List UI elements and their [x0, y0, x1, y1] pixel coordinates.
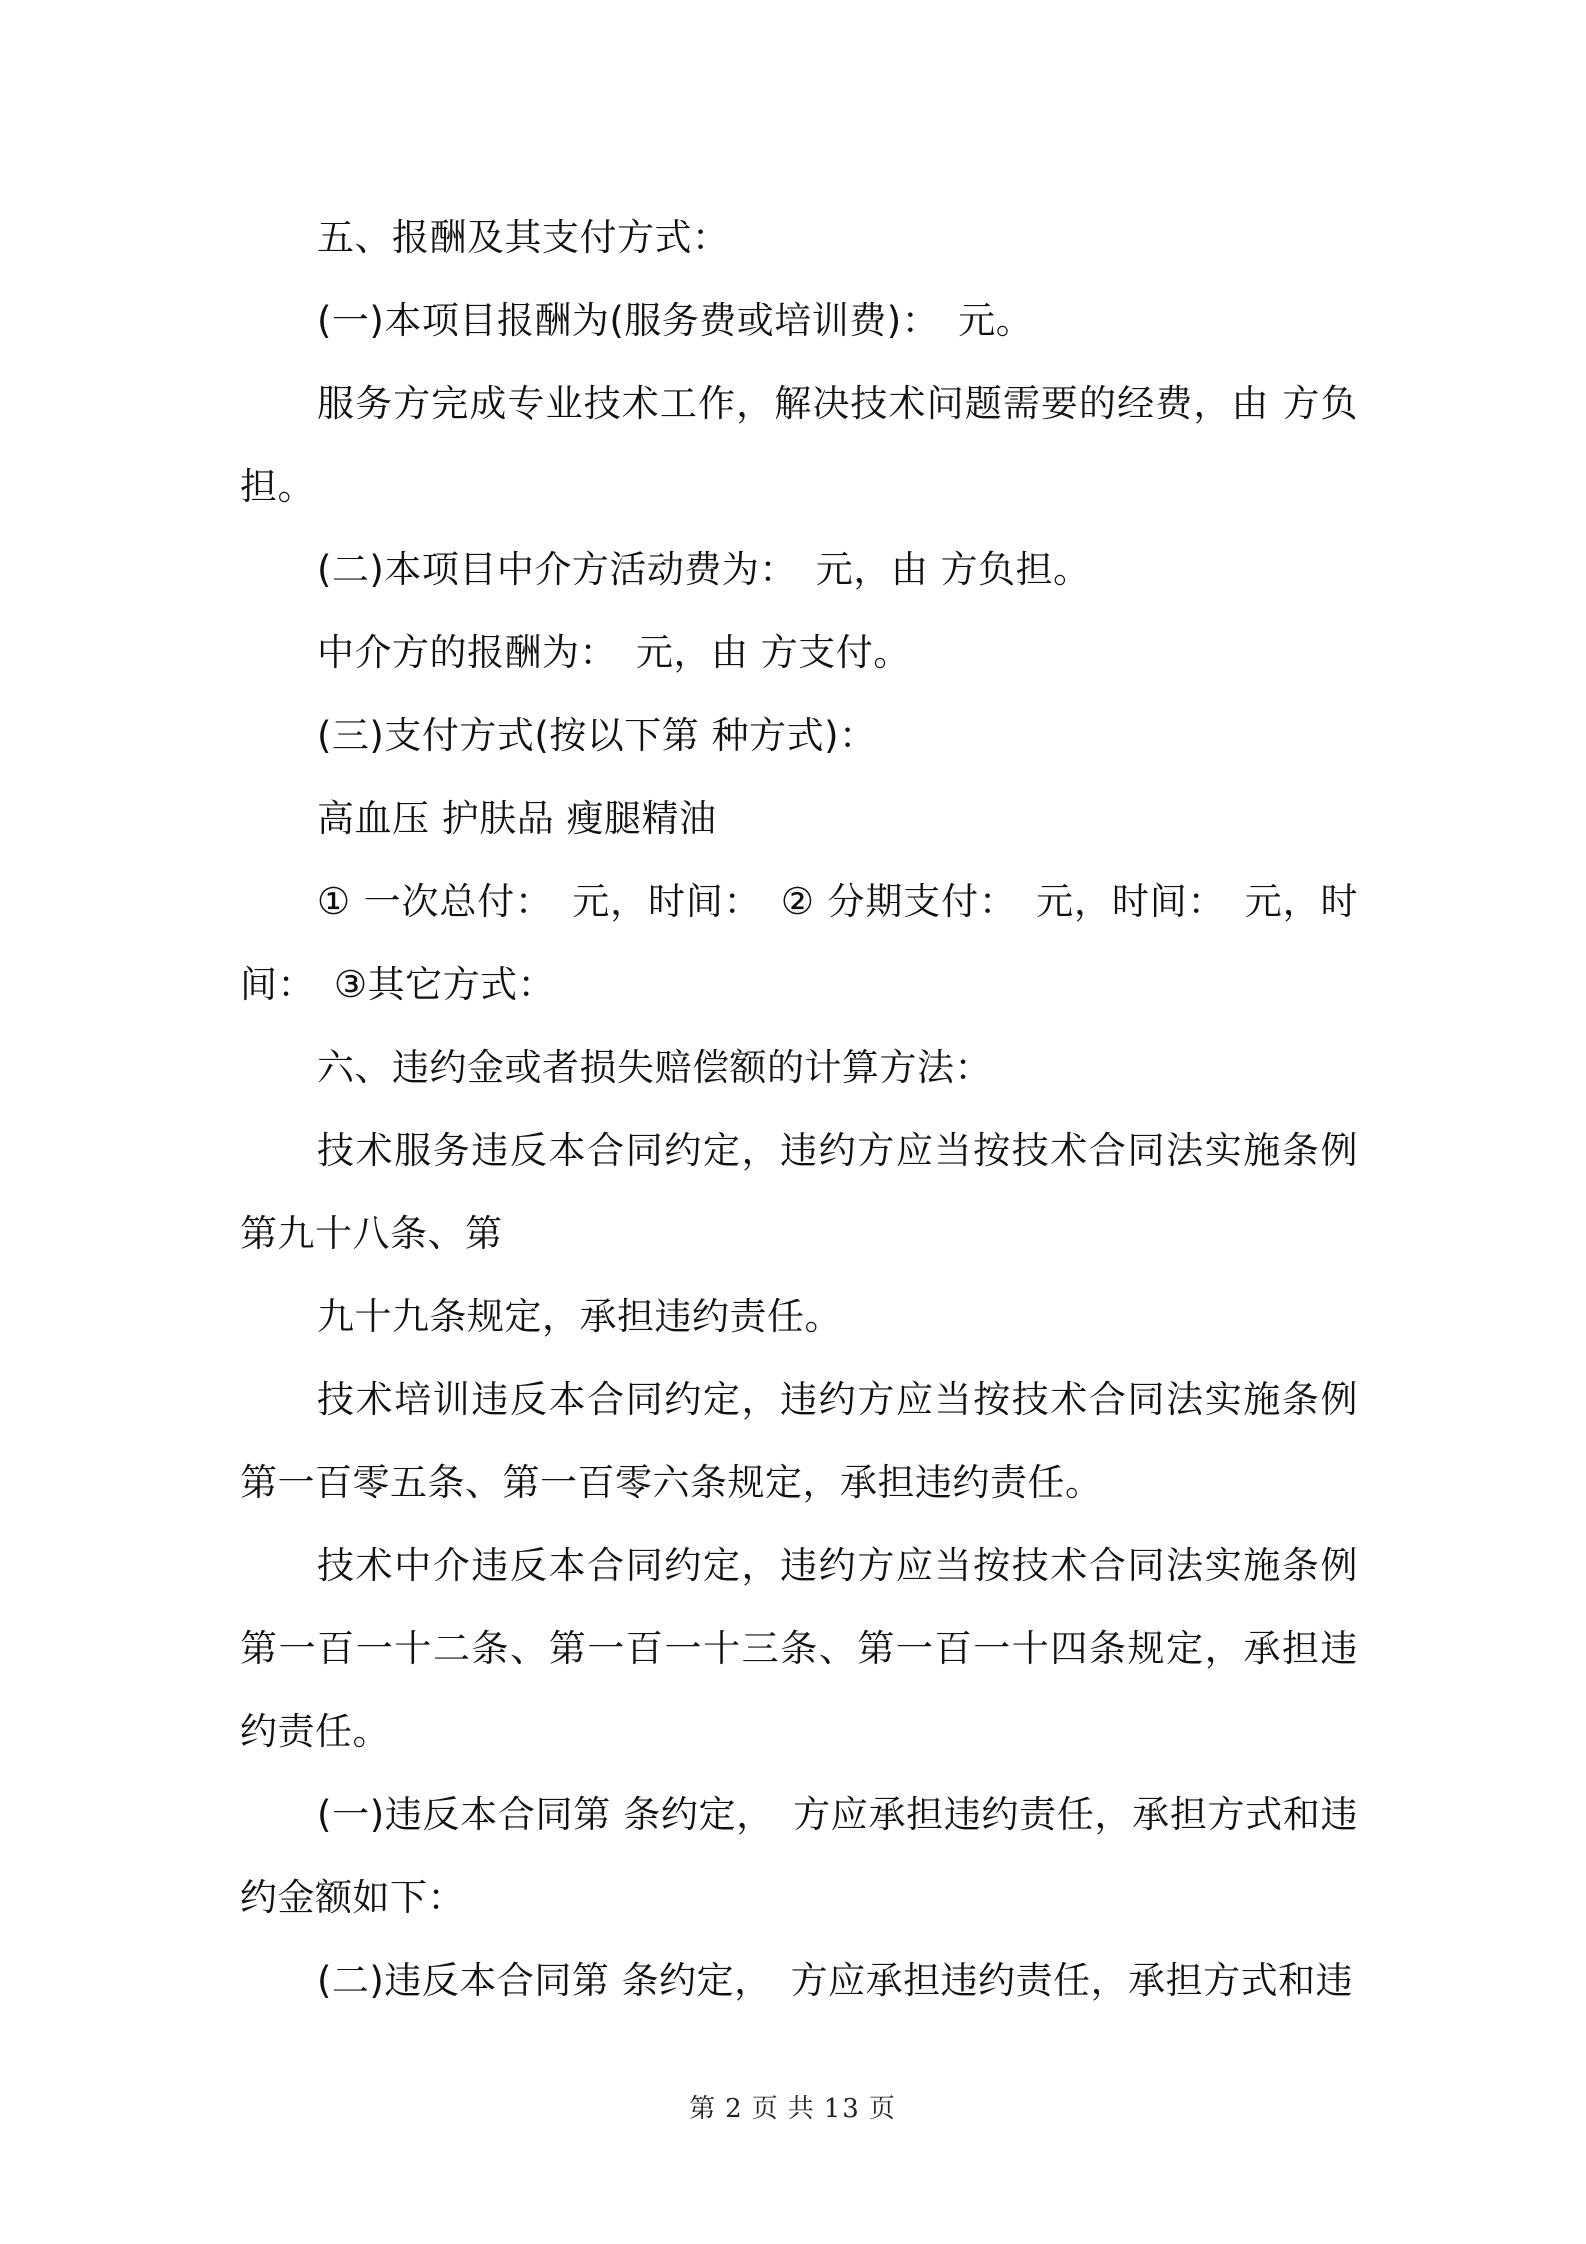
footer-page-number: 2	[725, 2094, 744, 2124]
footer-label-total-unit: 页	[868, 2094, 897, 2124]
document-body	[240, 196, 1358, 2022]
paragraph-keywords: 高血压 护肤品 瘦腿精油	[317, 797, 717, 840]
section-heading-penalty: 六、违约金或者损失赔偿额的计算方法：	[317, 1046, 992, 1089]
paragraph-agent-reward: 中介方的报酬为： 元，由 方支付。	[317, 631, 911, 674]
footer-label-page-unit: 页	[751, 2094, 780, 2124]
section-heading-payment: 五、报酬及其支付方式：	[317, 216, 730, 259]
footer-label-total: 共	[787, 2094, 816, 2124]
paragraph-agency-breach: 技术中介违反本合同约定，违约方应当按技术合同法实施条例第一百一十二条、第一百一十三条、第一百一十四条规定，承担违约责任。	[240, 1544, 1358, 1753]
paragraph-expense: 服务方完成专业技术工作，解决技术问题需要的经费，由 方负担。	[240, 382, 1358, 508]
paragraph-breach-two: (二)违反本合同第 条约定， 方应承担违约责任，承担方式和违	[317, 1959, 1354, 2002]
paragraph-payment-method: (三)支付方式(按以下第 种方式)：	[317, 714, 877, 757]
paragraph-service-breach: 技术服务违反本合同约定，违约方应当按技术合同法实施条例第九十八条、第	[240, 1129, 1358, 1255]
footer-label-page: 第	[689, 2094, 718, 2124]
page-footer	[0, 2088, 1586, 2125]
paragraph-service-breach-cont: 九十九条规定，承担违约责任。	[317, 1295, 842, 1338]
paragraph-training-breach: 技术培训违反本合同约定，违约方应当按技术合同法实施条例第一百零五条、第一百零六条规定，承担违约责任。	[240, 1378, 1358, 1504]
paragraph-breach-one: (一)违反本合同第 条约定， 方应承担违约责任，承担方式和违约金额如下：	[240, 1793, 1358, 1919]
footer-total-pages: 13	[823, 2094, 861, 2124]
paragraph-agent-fee: (二)本项目中介方活动费为： 元，由 方负担。	[317, 548, 1091, 591]
paragraph-payment-options: ① 一次总付： 元，时间： ② 分期支付： 元，时间： 元，时间： ③其它方式：	[240, 880, 1358, 1006]
paragraph-fee: (一)本项目报酬为(服务费或培训费)： 元。	[317, 299, 1034, 342]
